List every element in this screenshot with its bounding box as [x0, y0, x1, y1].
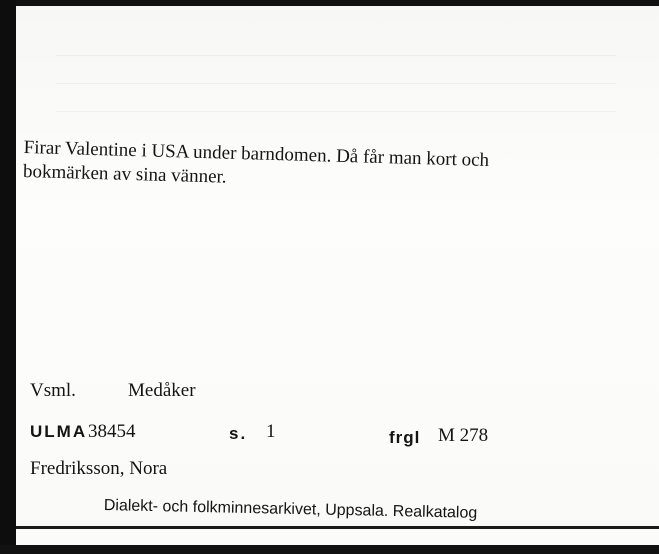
- page-label: s.: [229, 424, 248, 443]
- page-number: 1: [266, 421, 276, 442]
- informant-row: [30, 458, 167, 480]
- bleed-through-text: [56, 36, 616, 126]
- bottom-rule: [16, 526, 659, 529]
- scan-edge-left: [0, 0, 16, 554]
- archive-number: 38454: [88, 421, 136, 442]
- scan-edge-top: [0, 0, 659, 6]
- question-code: M 278: [438, 425, 489, 446]
- reference-row: [30, 421, 489, 447]
- region-label: Vsml.: [30, 380, 76, 401]
- archive-footer: Dialekt- och folkminnesarkivet, Uppsala. Realkatalog: [103, 497, 478, 522]
- location-row: [30, 380, 196, 402]
- parish-label: Medåker: [128, 380, 196, 401]
- scan-edge-bottom: [0, 545, 659, 554]
- archive-label: ULMA: [30, 422, 88, 441]
- card-paper: [16, 6, 659, 526]
- informant-name: Fredriksson, Nora: [30, 458, 168, 479]
- description-text: Firar Valentine i USA under barndomen. Då får man kort och bokmärken av sina vänner.: [22, 136, 490, 188]
- question-label: frgl: [389, 428, 421, 447]
